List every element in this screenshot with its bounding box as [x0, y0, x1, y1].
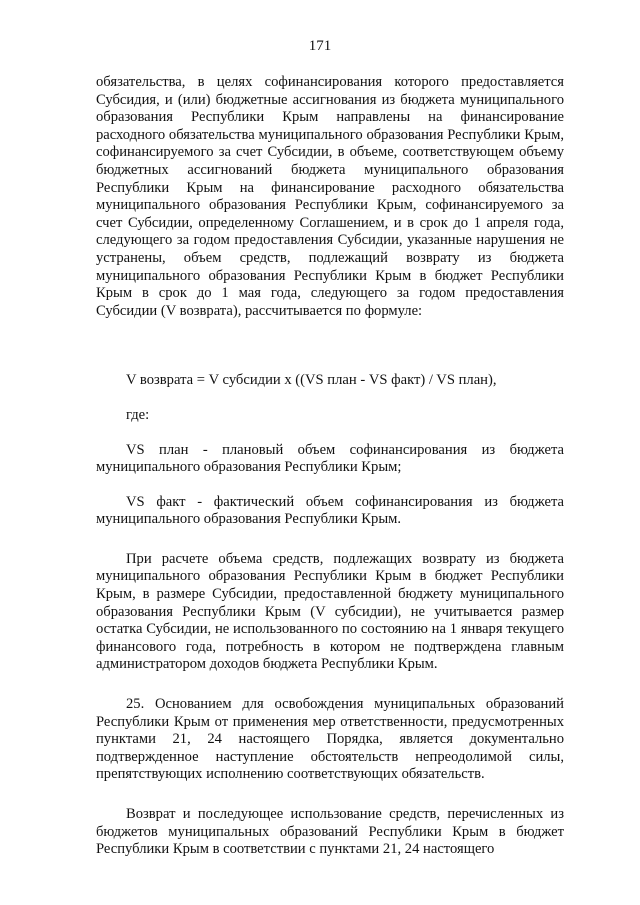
- page-number: 171: [308, 38, 332, 54]
- document-body: [96, 74, 564, 859]
- definition-vs-fact: VS факт - фактический объем софинансирования из бюджета муниципального образования Республики Крым.: [96, 493, 564, 528]
- paragraph-return-usage: Возврат и последующее использование средств, перечисленных из бюджетов муниципальных образований Республики Крым в бюджет Республики Крым в соответствии с пунктами 21, 24 настоящего: [96, 806, 564, 858]
- formula-where-label: где:: [126, 406, 150, 423]
- definition-vs-plan: VS план - плановый объем софинансирования из бюджета муниципального образования Республики Крым;: [96, 441, 564, 476]
- paragraph-continuation: обязательства, в целях софинансирования которого предоставляется Субсидия, и (или) бюджетные ассигнования из бюджета муниципального образования Республики Крым направлены на финансирование расходного обязательства муниципального образования Республики Крым, софинансируемого за счет Субсидии, в объеме, соответствующем объему бюджетных ассигнований бюджета муниципального образования Республики Крым на финансирование расходного обязательства муниципального образования Республики Крым, софинансируемого за счет Субсидии, определенному Соглашением, и в срок до 1 апреля года, следующего за годом предоставления Субсидии, указанные нарушения не устранены, объем средств, подлежащий возврату из бюджета муниципального образования Республики Крым в бюджет Республики Крым в срок до 1 мая года, следующего за годом предоставления Субсидии (V возврата), рассчитывается по формуле:: [96, 74, 564, 319]
- paragraph-clause-25: 25. Основанием для освобождения муниципальных образований Республики Крым от применения мер ответственности, предусмотренных пунктами 21, 24 настоящего Порядка, является документально подтвержденное наступление обстоятельств непреодолимой силы, препятствующих исполнению соответствующих обязательств.: [96, 696, 564, 783]
- paragraph-calculation-note: При расчете объема средств, подлежащих возврату из бюджета муниципального образования Республики Крым в бюджет Республики Крым, в размере Субсидии, предоставленной бюджету муниципального образования Республики Крым (V субсидии), не учитывается размер остатка Субсидии, не использованного по состоянию на 1 января текущего финансового года, потребность в котором не подтверждена главным администратором доходов бюджета Республики Крым.: [96, 550, 564, 673]
- return-formula: V возврата = V субсидии x ((VS план - VS факт) / VS план),: [126, 372, 497, 389]
